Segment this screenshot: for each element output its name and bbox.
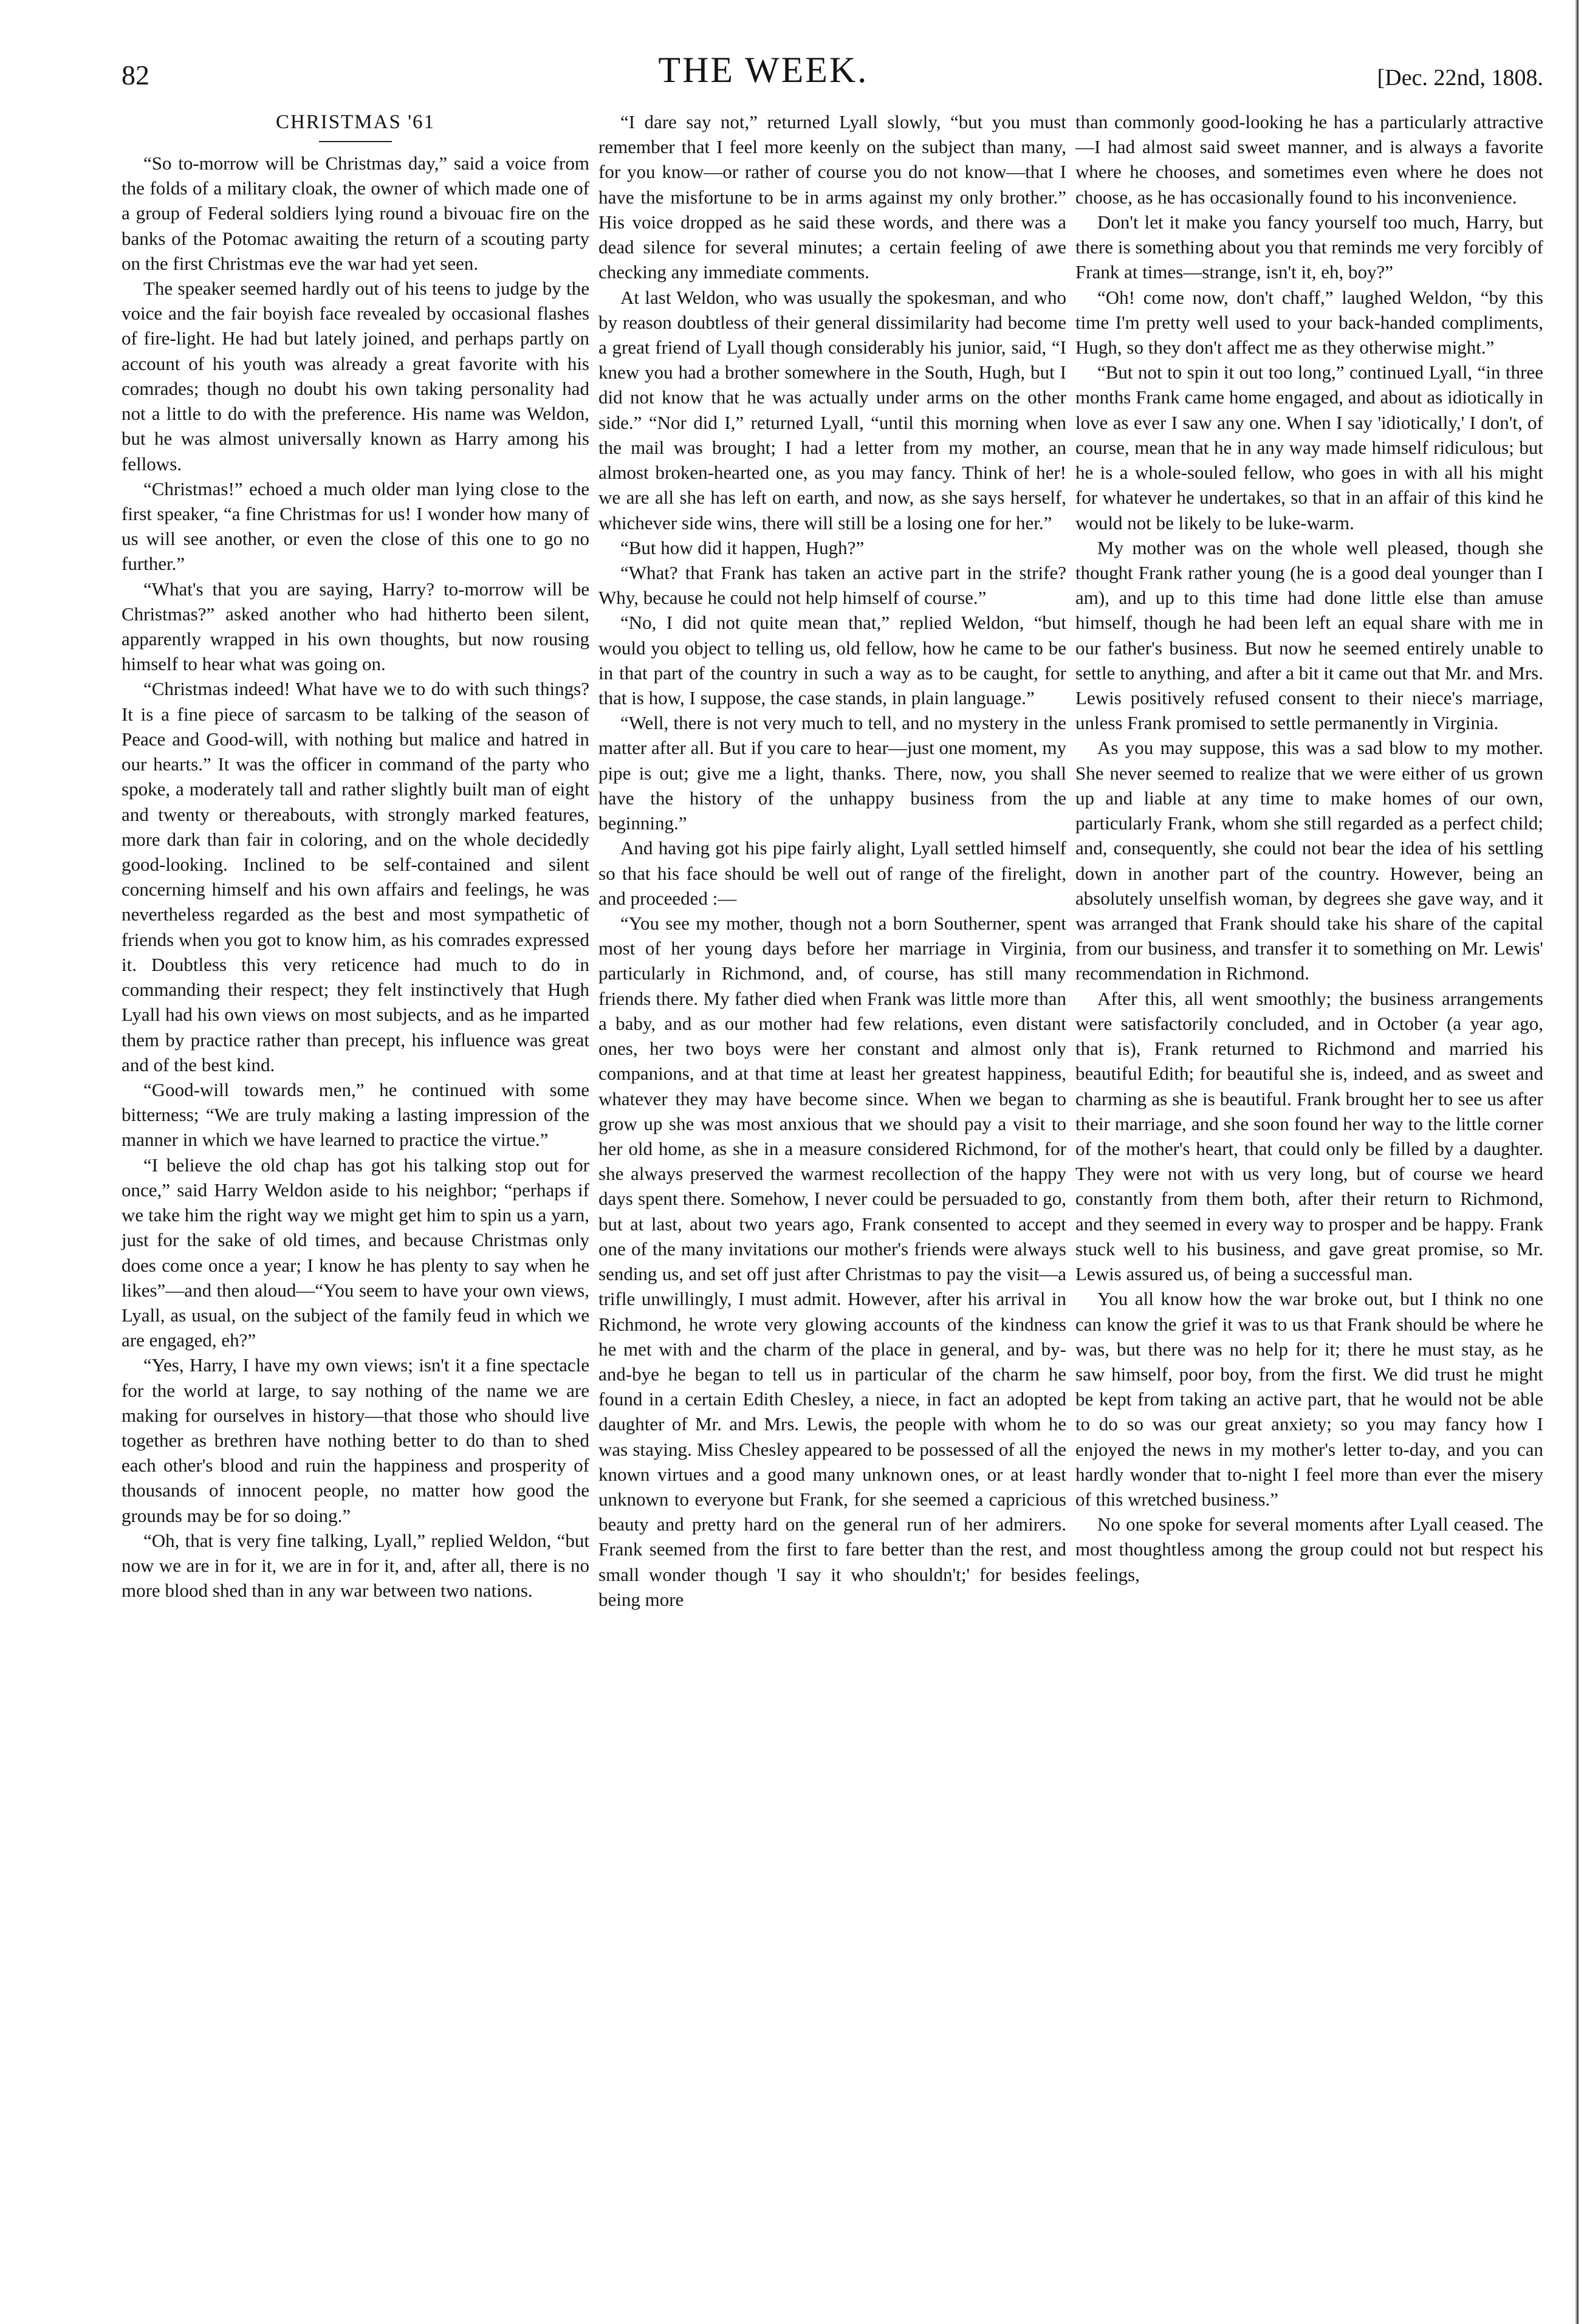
story-title: CHRISTMAS '61	[275, 111, 436, 133]
paragraph: As you may suppose, this was a sad blow to my mother. She never seemed to realize that we were either of us grown up and liable at any time to make homes of our own, particularly Frank, whom she still regarded as a perfect child; and, consequently, she could not bear the idea of his settling down in another part of the country. However, being an absolutely unselfish woman, by degrees she gave way, and it was arranged that Frank should take his share of the capital from our business, and transfer it to something on Mr. Lewis' recommendation in Richmond.	[1075, 737, 1543, 984]
column-1	[122, 109, 589, 1612]
paragraph: No one spoke for several moments after Lyall ceased. The most thoughtless among the group could not but respect his feelings,	[1075, 1513, 1543, 1585]
paragraph: “But not to spin it out too long,” continued Lyall, “in three months Frank came home engaged, and about as idiotically in love as ever I saw any one. When I say 'idiotically,' I don't, of course, mean that he in any way made himself ridiculous; but he is a whole-souled fellow, who goes in with all his might for whatever he undertakes, so that in an affair of this kind he would not be likely to be luke-warm.	[1075, 362, 1543, 533]
paragraph: The speaker seemed hardly out of his teens to judge by the voice and the fair boyish face revealed by occasional flashes of fire-light. He had but lately joined, and perhaps partly on account of his youth was already a great favorite with his comrades; though no doubt his own taking personality had not a little to do with the preference. His name was Weldon, but he was almost universally known as Harry among his fellows.	[122, 277, 589, 475]
journal-title: THE WEEK.	[658, 50, 869, 90]
paragraph: “Christmas!” echoed a much older man lying close to the first speaker, “a fine Christmas for us! I wonder how many of us will see another, or even the close of this one to go no further.”	[122, 478, 589, 575]
paragraph: “Oh, that is very fine talking, Lyall,” replied Weldon, “but now we are in for it, we are in for it, and, after all, there is no more blood shed than in any war between two nations.	[122, 1529, 589, 1602]
paragraph: “Yes, Harry, I have my own views; isn't it a fine spectacle for the world at large, to say nothing of the name we are making for ourselves in history—that those who should live together as brethren have nothing better to do than to shed each other's blood and ruin the happiness and prosperity of thousands of innocent people, no matter how good the grounds may be for so doing.”	[122, 1354, 589, 1526]
paragraph: “But how did it happen, Hugh?”	[620, 536, 865, 558]
paragraph: My mother was on the whole well pleased, though she thought Frank rather young (he is a good deal younger than I am), and up to this time had done little else than amuse himself, though he had been left an equal share with me in our father's business. But now he seemed entirely unable to settle to anything, and after a bit it came out that Mr. and Mrs. Lewis positively refused consent to their niece's marriage, unless Frank promised to settle permanently in Virginia.	[1075, 536, 1543, 734]
column-3	[1075, 109, 1543, 1612]
paragraph: At last Weldon, who was usually the spokesman, and who by reason doubtless of their general dissimilarity had become a great friend of Lyall though considerably his junior, said, “I knew you had a brother somewhere in the South, Hugh, but I did not know that he was actually under arms on the other side.” “Nor did I,” returned Lyall, “until this morning when the mail was brought; I had a letter from my mother, an almost broken-hearted one, as you may fancy. Think of her! we are all she has left on earth, and now, as she says herself, whichever side wins, there will still be a losing one for her.”	[598, 286, 1066, 533]
paragraph: “No, I did not quite mean that,” replied Weldon, “but would you object to telling us, old fellow, how he came to be in that part of the country in such a way as to be caught, for that is how, I suppose, the case stands, in plain language.”	[598, 612, 1066, 709]
paragraph: And having got his pipe fairly alight, Lyall settled himself so that his face should be well out of range of the firelight, and proceeded :—	[598, 837, 1066, 909]
paragraph: “What? that Frank has taken an active part in the strife? Why, because he could not help himself of course.”	[598, 561, 1066, 609]
page-number: 82	[122, 60, 149, 91]
page-binding-edge	[1575, 0, 1578, 2324]
paragraph: You all know how the war broke out, but I think no one can know the grief it was to us that Frank should be where he was, but there was no help for it; there he must stay, as he saw himself, poor boy, from the first. We did trust he might be kept from taking an active part, that he would not be able to do so was our great anxiety; so you may fancy how I enjoyed the news in my mother's letter to-day, and you can hardly wonder that to-night I feel more than ever the misery of this wretched business.”	[1075, 1288, 1543, 1510]
paragraph: After this, all went smoothly; the business arrangements were satisfactorily concluded, and in October (a year ago, that is), Frank returned to Richmond and married his beautiful Edith; for beautiful she is, indeed, and as sweet and charming as she is beautiful. Frank brought her to see us after their marriage, and she soon found her way to the little corner of the mother's heart, that could only be filled by a daughter. They were not with us very long, but of course we heard constantly from them both, after their return to Richmond, and they seemed in every way to prosper and be happy. Frank stuck well to his business, and gave great promise, so Mr. Lewis assured us, of being a successful man.	[1075, 987, 1543, 1285]
column-2	[598, 109, 1066, 1612]
paragraph: “Oh! come now, don't chaff,” laughed Weldon, “by this time I'm pretty well used to your back-handed compliments, Hugh, so they don't affect me as they otherwise might.”	[1075, 286, 1543, 358]
paragraph: “You see my mother, though not a born Southerner, spent most of her young days before her marriage in Virginia, particularly in Richmond, and, of course, has still many friends there. My father died when Frank was little more than a baby, and as our mother had few relations, even distant ones, her two boys were her constant and almost only companions, and at that time at least her greatest happiness, whatever they may have become since. When we began to grow up she was most anxious that we should pay a visit to her old home, as she in a measure considered Richmond, for she always preserved the warmest recollection of the happy days spent there. Somehow, I never could be persuaded to go, but at last, about two years ago, Frank consented to accept one of the many invitations our mother's friends were always sending us, and set off just after Christmas to pay the visit—a trifle unwillingly, I must admit. However, after his arrival in Richmond, he wrote very glowing accounts of the kindness he met with and the charm of the place in general, and by-and-bye he began to tell us in particular of the charm he found in a certain Edith Chesley, a niece, in fact an adopted daughter of Mr. and Mrs. Lewis, the people with whom he was staying. Miss Chesley appeared to be possessed of all the known virtues and a good many unknown ones, or at least unknown to everyone but Frank, for she seemed a capricious beauty and pretty hard on the general run of her admirers. Frank seemed from the first to fare better than the rest, and small wonder though 'I say it who shouldn't;' for besides being more	[598, 913, 1066, 1610]
paragraph: “What's that you are saying, Harry? to-morrow will be Christmas?” asked another who had hitherto been silent, apparently wrapped in his own thoughts, but now rousing himself to hear what was going on.	[122, 578, 589, 675]
page-header	[122, 18, 1543, 91]
paragraph: “So to-morrow will be Christmas day,” said a voice from the folds of a military cloak, the owner of which made one of a group of Federal soldiers lying round a bivouac fire on the banks of the Potomac awaiting the return of a scouting party on the first Christmas eve the war had yet seen.	[122, 152, 589, 274]
paragraph: “I dare say not,” returned Lyall slowly, “but you must remember that I feel more keenly on the subject than many, for you know—or rather of course you do not know—that I have the misfortune to be in arms against my only brother.” His voice dropped as he said these words, and there was a dead silence for several minutes; a certain feeling of awe checking any immediate comments.	[598, 111, 1066, 283]
title-rule	[319, 141, 392, 142]
article-columns	[122, 109, 1543, 1612]
paragraph-continued: than commonly good-looking he has a particularly attractive—I had almost said sweet manner, and is always a favorite where he chooses, and sometimes even where he does not choose, as he has occasionally found to his inconvenience.	[1075, 111, 1543, 208]
issue-date: [Dec. 22nd, 1808.	[1377, 65, 1543, 91]
paragraph: Don't let it make you fancy yourself too much, Harry, but there is something about you that reminds me very forcibly of Frank at times—strange, isn't it, eh, boy?”	[1075, 211, 1543, 283]
paragraph: “Christmas indeed! What have we to do with such things? It is a fine piece of sarcasm to be talking of the season of Peace and Good-will, with nothing but malice and hatred in our hearts.” It was the officer in command of the party who spoke, a moderately tall and rather slightly built man of eight and twenty or thereabouts, with strongly marked features, more dark than fair in coloring, and on the whole decidedly good-looking. Inclined to be self-contained and silent concerning himself and his own affairs and feelings, he was nevertheless regarded as the best and most sympathetic of friends when you got to know him, as his comrades expressed it. Doubtless this very reticence had much to do in commanding their respect; they felt instinctively that Hugh Lyall had his own views on most subjects, and as he imparted them by practice rather than precept, his influence was great and of the best kind.	[122, 678, 589, 1075]
paragraph: “Well, there is not very much to tell, and no mystery in the matter after all. But if you care to hear—just one moment, my pipe is out; give me a light, thanks. There, now, you shall have the history of the unhappy business from the beginning.”	[598, 712, 1066, 834]
paragraph: “Good-will towards men,” he continued with some bitterness; “We are truly making a lasting impression of the manner in which we have learned to practice the virtue.”	[122, 1078, 589, 1151]
paragraph: “I believe the old chap has got his talking stop out for once,” said Harry Weldon aside to his neighbor; “perhaps if we take him the right way we might get him to spin us a yarn, just for the sake of old times, and because Christmas only does come once a year; I know he has plenty to say when he likes”—and then aloud—“You seem to have your own views, Lyall, as usual, on the subject of the family feud in which we are engaged, eh?”	[122, 1154, 589, 1351]
